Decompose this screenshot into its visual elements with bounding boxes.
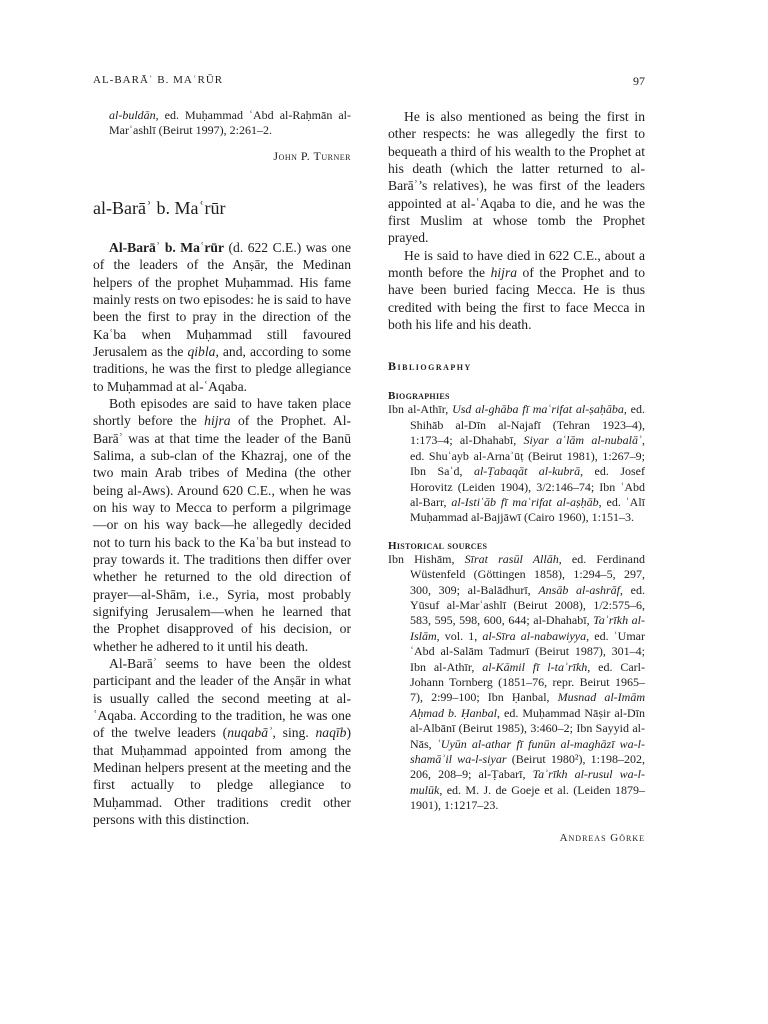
article-paragraph-4: He is also mentioned as being the first in other respects: he was allegedly the first to bequeath a third of his wealth to the Prophet at his death (which the latter returned to al-Barāʾ’s relatives), he was first of the leaders appointed at al-ʿAqaba to die, and he was the first Muslim at whose tomb the Prophet prayed. [388, 109, 645, 246]
bib-title: Sīrat rasūl Allāh [464, 551, 559, 566]
previous-entry-author: John P. Turner [273, 148, 351, 163]
bib-ref: Ibn Hishām, [388, 551, 465, 566]
bib-title: al-Sīra al-nabawiyya [482, 628, 587, 643]
p3-nuqaba: nuqabāʾ [227, 725, 273, 741]
bib-title: Siyar aʿlām al-nubalāʾ [523, 433, 642, 448]
bib-ref: , ed. ʿUmar ʿAbd al-Salām Tadmurī (Beirut 1987), 301–4; Ibn al-Athīr, [410, 628, 645, 674]
bib-ref: Ibn al-Athīr, [388, 402, 453, 417]
p3-b: , sing. [272, 725, 316, 741]
p3-c: ) that Muḥammad appointed from among the Medinan helpers present at the meeting and the first actually to pledge allegiance to Muḥammad. Other traditions credit other persons with this distinction. [93, 725, 351, 828]
article-paragraph-2 [93, 395, 351, 655]
page-number: 97 [633, 74, 645, 88]
article-author-signature: Andreas Görke [559, 831, 645, 844]
bib-title: ʿUyūn al-athar fī funūn al-maghāzī wa-l-shamāʾil wa-l-siyar [410, 736, 645, 766]
bib-title: Taʾrīkh al-rusul wa-l-mulūk [410, 767, 645, 797]
historical-sources-list [388, 552, 645, 814]
bib-ref: , ed. M. J. de Goeje et al. (Leiden 1879–1901), 1:1217–23. [410, 782, 645, 813]
bib-ref: , ed. Shihāb al-Dīn al-Najafī (Tehran 1923–4), 1:173–4; al-Dhahabī, [410, 402, 646, 448]
p1-text: (d. 622 C.E.) was one of the leaders of the Anṣār, the Medinan helpers of the prophet Muḥammad. His fame mainly rests on two episodes: he is said to have been the first to pray in the direction of the Kaʿba when Muḥammad still favoured Jerusalem as the [93, 239, 351, 359]
bib-ref: , ed. Yūsuf al-Marʿashlī (Beirut 2008), 1/2:575–6, 583, 595, 598, 600, 644; al-Dhahabī, [410, 582, 646, 628]
biographies-heading: Biographies [388, 390, 450, 403]
page-header [93, 74, 645, 90]
bib-ref: , ed. ʿAlī Muḥammad al-Bajjāwī (Cairo 1960), 1:151–3. [410, 494, 646, 525]
article-paragraph-1 [93, 239, 351, 395]
bib-title: Taʾrīkh al-Islām [410, 613, 645, 643]
p3-naqib: naqīb [315, 725, 347, 741]
bib-title: Ansāb al-ashrāf [538, 582, 621, 597]
bib-ref: , vol. 1, [436, 628, 483, 643]
p5-b: of the Prophet and to have been buried facing Mecca. He is thus credited with being the first to face Mecca in both his life and his death. [388, 265, 645, 333]
running-head: AL-BARĀʾ B. MAʿRŪR [93, 74, 224, 86]
historical-sources-heading: Historical sources [388, 539, 488, 552]
p1-end: , and, according to some traditions, he was the first to pledge allegiance to Muḥammad at al-ʿAqaba. [93, 343, 351, 394]
p2-b: of the Prophet. Al-Barāʾ was at that time the leader of the Banū Salima, a sub-clan of the Khazraj, one of the two main Arab tribes of Medina (the other being al-Aws). Around 620 C.E., when he was on his way to Mecca to perform a pilgrimage—or on his way back—he allegedly decided not to turn his back to the Kaʿba but instead to pray towards it. The traditions then differ over whether he returned to the old direction of prayer—al-Shām, i.e., Syria, most probably signifying Jerusalem—when he learned that the Prophet disapproved of his decision, or whether he adhered to it until his death. [93, 413, 351, 654]
p2-a: Both episodes are said to have taken place shortly before the [93, 395, 351, 429]
p5-hijra: hijra [490, 265, 518, 281]
bibliography-heading: Bibliography [388, 359, 472, 374]
article-title: al-Barāʾ b. Maʿrūr [93, 197, 226, 218]
bib-ref: , ed. Carl-Johann Tornberg (1851–76, repr. Beirut 1965–7), 2:99–100; Ibn Ḥanbal, [410, 659, 646, 705]
article-paragraph-5 [388, 247, 645, 334]
previous-entry-reference [109, 108, 351, 139]
bib-ref: (Beirut 1980²), 1:198–202, 206, 208–9; al-Ṭabarī, [410, 752, 645, 782]
bib-title: Musnad al-Imām Aḥmad b. Ḥanbal [410, 690, 646, 720]
right-column [388, 108, 645, 844]
article-paragraph-3 [93, 655, 351, 828]
bib-title: al-Ṭabaqāt al-kubrā [473, 464, 581, 479]
biographies-list [388, 402, 645, 525]
lead-name: Al-Barāʾ b. Maʿrūr [109, 239, 225, 255]
bib-title: al-Kāmil fī l-taʾrīkh [482, 659, 588, 674]
previous-entry-reference-text: , ed. Muḥammad ʿAbd al-Raḥmān al-Marʿashlī (Beirut 1997), 2:261–2. [109, 108, 351, 138]
previous-entry-title-italic: al-buldān [109, 108, 156, 122]
bib-ref: , ed. Ferdinand Wüstenfeld (Göttingen 1858), 1:294–5, 297, 300, 309; al-Balādhurī, [410, 551, 645, 597]
bib-title: Usd al-ghāba fī maʿrifat al-ṣaḥāba [452, 402, 624, 417]
bib-ref: , ed. Muḥammad Nāṣir al-Dīn al-Albānī (Beirut 1985), 3:460–2; Ibn Sayyid al-Nās, [410, 705, 646, 751]
bib-ref: , ed. Shuʿayb al-Arnaʾūṭ (Beirut 1981), 1:267–9; Ibn Saʿd, [410, 433, 645, 479]
bib-title: al-Istiʿāb fī maʿrifat al-aṣḥāb [451, 494, 599, 509]
bib-ref: , ed. Josef Horovitz (Leiden 1904), 3/2:146–74; Ibn ʿAbd al-Barr, [410, 464, 645, 509]
p5-a: He is said to have died in 622 C.E., about a month before the [388, 247, 645, 281]
p1-qibla: qibla [187, 343, 216, 359]
p3-a: Al-Barāʾ seems to have been the oldest participant and the leader of the Anṣār in what is usually called the second meeting at al-ʿAqaba. According to the tradition, he was one of the twelve leaders ( [93, 656, 351, 741]
p2-hijra: hijra [204, 413, 231, 429]
left-column [93, 108, 351, 829]
